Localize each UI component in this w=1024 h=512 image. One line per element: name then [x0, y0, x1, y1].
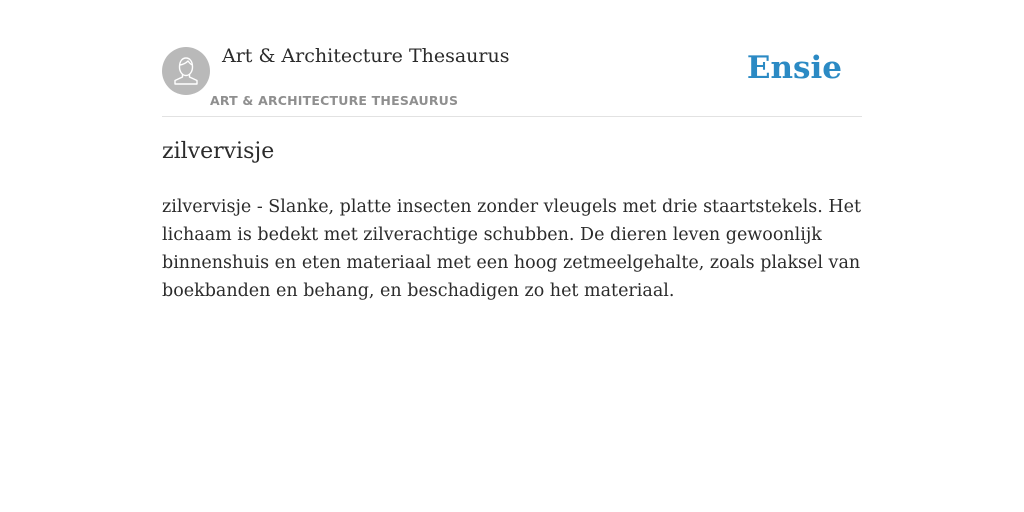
brand-logo[interactable]: Ensie — [746, 50, 842, 86]
page-title: zilvervisje — [162, 139, 275, 164]
source-subtitle[interactable]: ART & ARCHITECTURE THESAURUS — [210, 93, 459, 108]
definition-text: zilvervisje - Slanke, platte insecten zonder vleugels met drie staartstekels. Het lichaam is bedekt met zilverachtige schubben. De dieren leven gewoonlijk binnenshuis en eten materiaal met een hoog zetmeelgehalte, zoals plaksel van boekbanden en behang, en beschadigen zo het materiaal. — [162, 197, 862, 301]
source-name[interactable]: Art & Architecture Thesaurus — [222, 45, 510, 67]
entry-header — [162, 0, 862, 117]
avatar[interactable] — [162, 47, 210, 95]
user-silhouette-icon — [162, 47, 210, 95]
